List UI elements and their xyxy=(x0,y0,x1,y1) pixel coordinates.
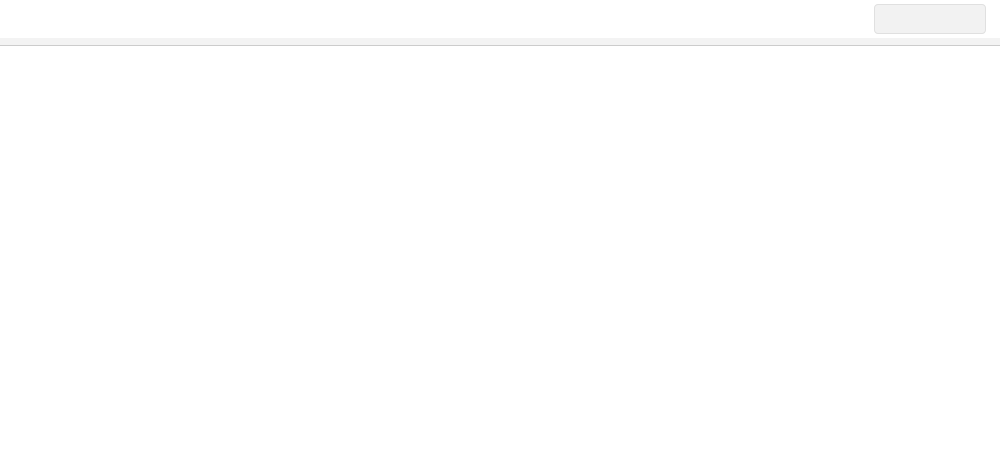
exit-full-screen-button[interactable] xyxy=(874,4,986,34)
top-bar xyxy=(0,0,1000,38)
column-header-row xyxy=(0,38,1000,46)
spreadsheet-grid[interactable] xyxy=(0,38,1000,450)
